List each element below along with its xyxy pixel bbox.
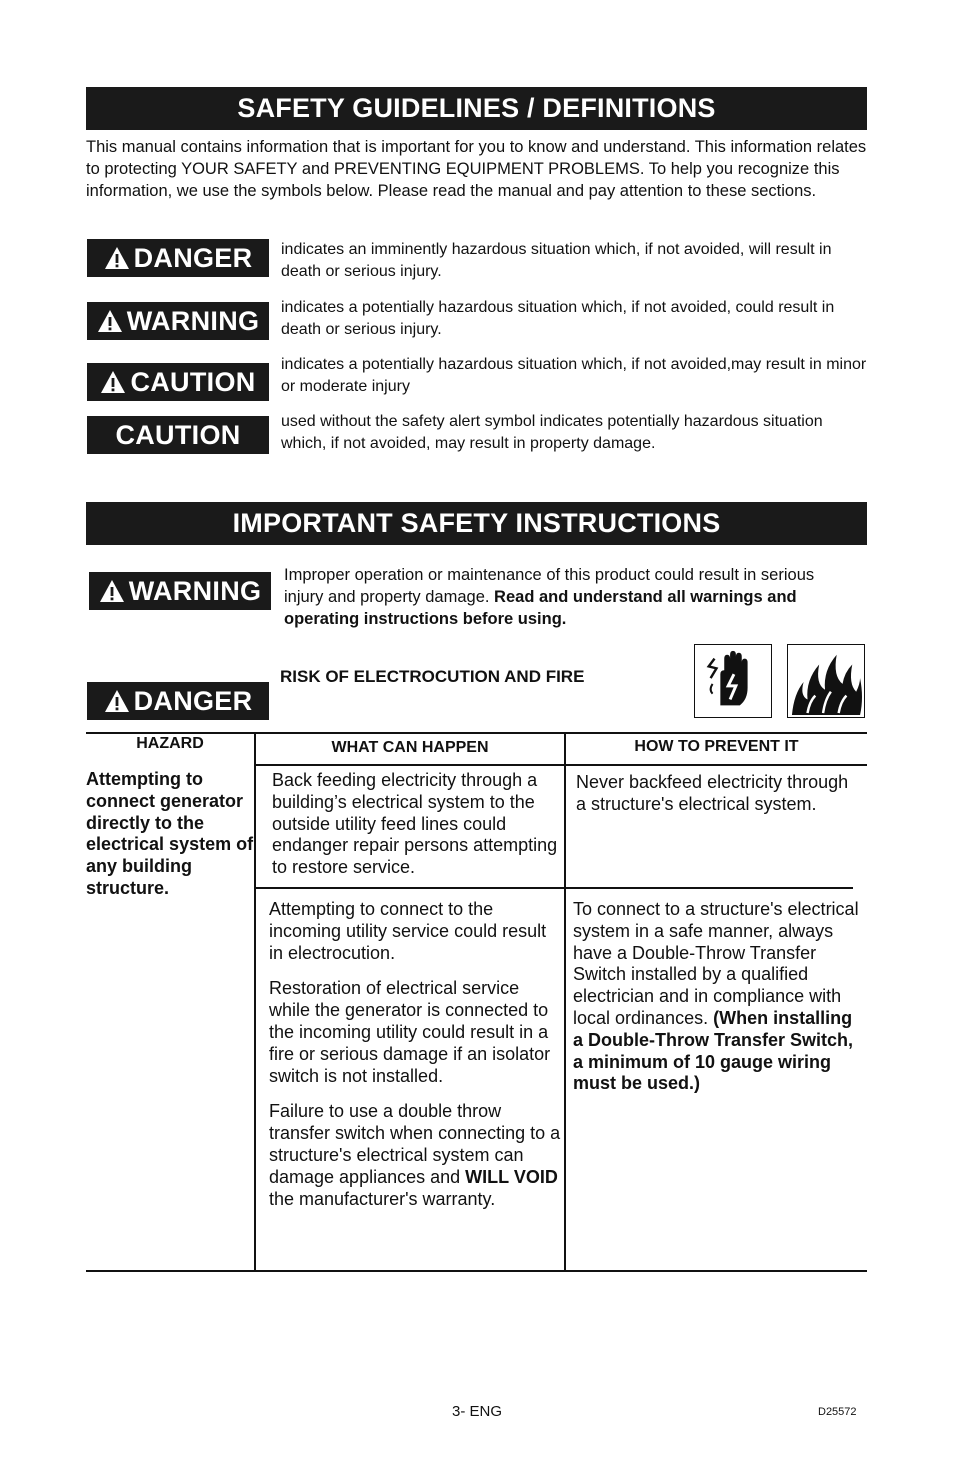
what-row2-para3-tail: the manufacturer's warranty. (269, 1188, 496, 1209)
prevent-row2-text: To connect to a structure's electrical system in a safe manner, always have a Double-Throw Transfer Switch installed by a qualified electrician and in compliance with local ordinances. (573, 899, 859, 1028)
section-title-important-safety: IMPORTANT SAFETY INSTRUCTIONS (86, 502, 867, 545)
what-row2-para3-text: Failure to use a double throw transfer switch when connecting to a structure's electrical system can damage appliances and (269, 1101, 561, 1187)
warning-text (284, 564, 844, 630)
what-row2-para2: Restoration of electrical service while the generator is connected to the incoming utility could result in a fire or serious damage if an isolator switch is not installed. (269, 978, 551, 1086)
alert-triangle-icon (100, 370, 126, 394)
what-row2-para1: Attempting to connect to the incoming utility service could result in electrocution. (269, 899, 547, 963)
document-code: D25572 (818, 1406, 857, 1418)
what-cell-row1: Back feeding electricity through a building’s electrical system to the outside utility feed lines could endanger repair persons attempting to restore service. (272, 770, 558, 878)
danger-label-text: DANGER (133, 242, 253, 273)
electrocution-hand-icon (694, 644, 772, 718)
caution-property-definition: used without the safety alert symbol indicates potentially hazardous situation which, if not avoided, may result in property damage. (281, 413, 823, 452)
table-header-rule (256, 764, 867, 766)
intro-paragraph: This manual contains information that is important for you to know and understand. This information relates to protecting YOUR SAFETY and PREVENTING EQUIPMENT PROBLEMS. To help you recognize this information, we use the symbols below. Please read the manual and pay attention to these sections. (86, 138, 867, 200)
danger-label (87, 239, 269, 277)
caution-label-text: CAUTION (130, 366, 256, 397)
header-how-to-prevent: HOW TO PREVENT IT (634, 738, 799, 755)
danger-label (87, 682, 269, 720)
warning-label (89, 572, 271, 610)
will-void-text: WILL VOID (465, 1166, 558, 1187)
warning-definition: indicates a potentially hazardous situation which, if not avoided, could result in death or serious injury. (281, 299, 835, 338)
warning-label-text: WARNING (128, 575, 262, 606)
caution-label-with-symbol (87, 363, 269, 401)
alert-triangle-icon (99, 579, 125, 603)
warning-text-bold: Read and understand all warnings and operating instructions before using. (284, 588, 797, 628)
hazard-cell: Attempting to connect generator directly to the electrical system of any building structure. (86, 769, 254, 898)
warning-text-plain: Improper operation or maintenance of this product could result in serious injury and property damage. (284, 566, 815, 606)
what-row2-para3 (269, 1101, 561, 1210)
table-bottom-rule (86, 1270, 867, 1272)
prevent-cell-row2 (573, 899, 867, 1095)
alert-triangle-icon (104, 689, 130, 713)
prevent-row2-bold: (When installing a Double-Throw Transfer Switch, a minimum of 10 gauge wiring must be used.) (573, 1007, 854, 1094)
warning-label (87, 302, 269, 340)
table-col-divider-1 (254, 732, 256, 1272)
header-hazard: HAZARD (136, 735, 204, 752)
caution-label-no-symbol (87, 416, 269, 454)
alert-triangle-icon (97, 309, 123, 333)
danger-definition: indicates an imminently hazardous situation which, if not avoided, will result in death or serious injury. (281, 241, 832, 280)
table-top-rule (86, 732, 867, 734)
alert-triangle-icon (104, 246, 130, 270)
fire-flames-icon (787, 644, 865, 718)
warning-label-text: WARNING (126, 305, 260, 336)
header-what-can-happen: WHAT CAN HAPPEN (331, 739, 489, 756)
table-col-divider-2 (564, 732, 566, 1272)
caution-definition: indicates a potentially hazardous situation which, if not avoided,may result in minor or moderate injury (281, 356, 867, 395)
page-number: 3- ENG (451, 1403, 502, 1420)
table-row-rule (256, 887, 853, 889)
section-title-safety-guidelines: SAFETY GUIDELINES / DEFINITIONS (86, 87, 867, 130)
caution-label-text: CAUTION (115, 419, 241, 450)
danger-label-text: DANGER (133, 685, 253, 716)
what-cell-row2 (269, 899, 561, 1210)
prevent-cell-row1: Never backfeed electricity through a structure's electrical system. (576, 772, 849, 814)
risk-title: RISK OF ELECTROCUTION AND FIRE (280, 667, 585, 686)
